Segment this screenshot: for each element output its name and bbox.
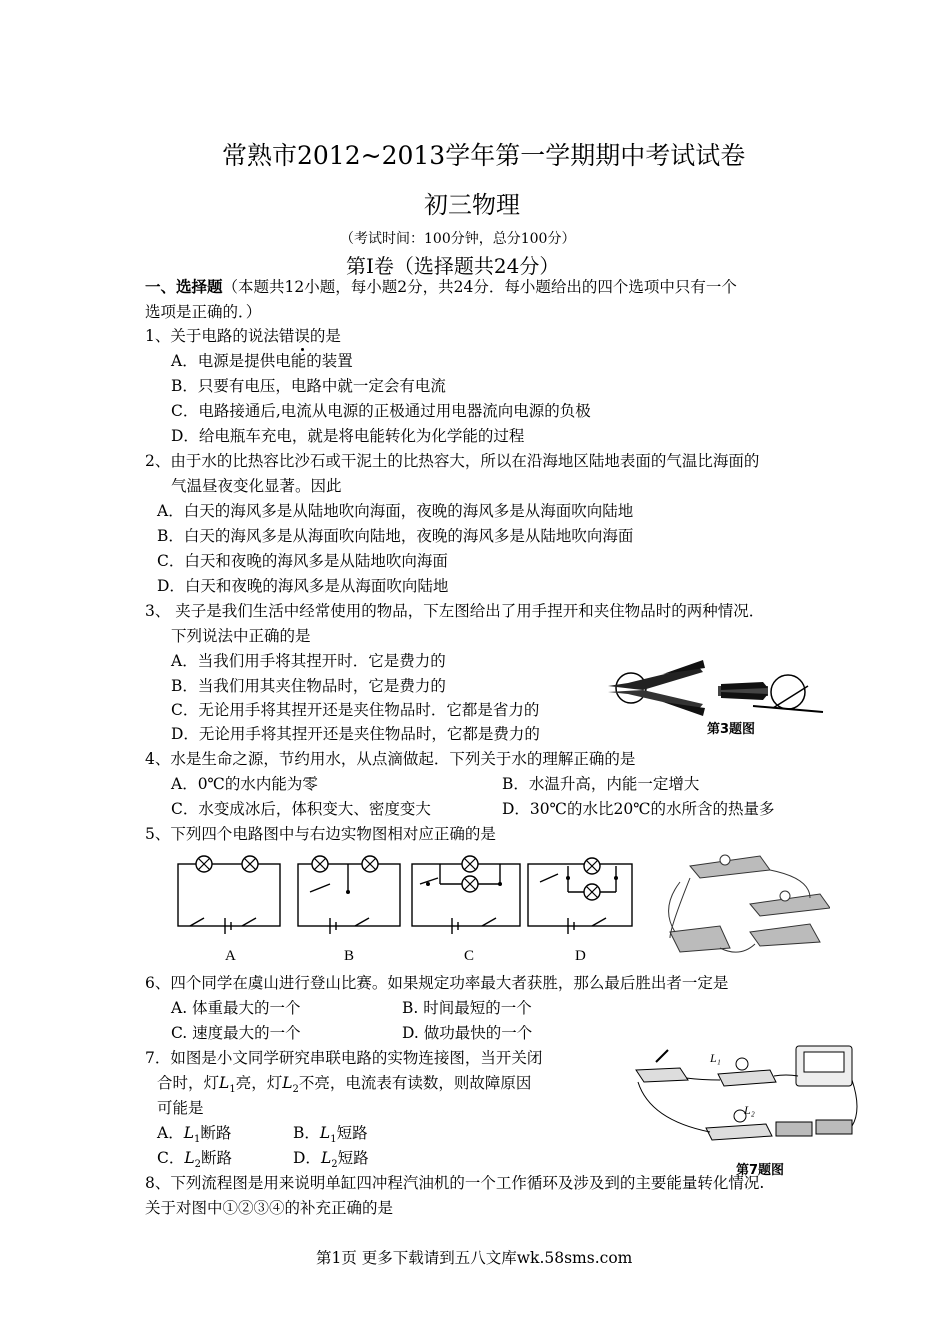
q6-option-b: B. 时间最短的一个 bbox=[402, 999, 532, 1017]
q1-option-c: C．电路接通后,电流从电源的正极通过用电器流向电源的负极 bbox=[171, 402, 591, 420]
exam-title: 常熟市2012~2013学年第一学期期中考试试卷 bbox=[222, 141, 746, 170]
q5-circuit-figure bbox=[170, 848, 830, 966]
q6-option-d: D. 做功最快的一个 bbox=[402, 1024, 533, 1042]
q2-option-d: D．白天和夜晚的海风多是从海面吹向陆地 bbox=[157, 577, 449, 595]
q7-stem-line2: 合时，灯$L_1$亮，灯$L_2$不亮，电流表有读数，则故障原因 bbox=[157, 1074, 532, 1096]
q8-stem: 8、下列流程图是用来说明单缸四冲程汽油机的一个工作循环及涉及到的主要能量转化情况. bbox=[145, 1174, 765, 1192]
battery-2 bbox=[816, 1120, 852, 1134]
circuit-diagram-c bbox=[412, 864, 520, 934]
q6-option-a: A. 体重最大的一个 bbox=[171, 999, 301, 1017]
q5-real-circuit-photo bbox=[669, 855, 830, 952]
section-intro: 一、选择题（本题共12小题，每小题2分，共24分．每小题给出的四个选项中只有一个 bbox=[145, 277, 737, 296]
exam-subject: 初三物理 bbox=[424, 191, 520, 219]
q2-option-b: B．白天的海风多是从海面吹向陆地，夜晚的海风多是从陆地吹向海面 bbox=[157, 527, 634, 545]
circuit-label-d: D bbox=[575, 948, 586, 964]
figure-label-l2: L₂ bbox=[744, 1103, 755, 1117]
q7-stem: 7．如图是小文同学研究串联电路的实物连接图，当开关闭 bbox=[145, 1049, 543, 1067]
q2-option-c: C．白天和夜晚的海风多是从陆地吹向海面 bbox=[157, 552, 448, 570]
q7-option-c: C．$L_2$断路 bbox=[157, 1149, 233, 1171]
q7-option-d: D．$L_2$短路 bbox=[293, 1149, 369, 1171]
q7-series-circuit-figure bbox=[630, 1040, 860, 1180]
q2-option-a: A．白天的海风多是从陆地吹向海面，夜晚的海风多是从海面吹向陆地 bbox=[157, 502, 634, 520]
q1-option-d: D．给电瓶车充电，就是将电能转化为化学能的过程 bbox=[171, 427, 525, 445]
q2-stem-line2: 气温昼夜变化显著。因此 bbox=[171, 477, 342, 495]
emphasis-dot-char: 误 bbox=[294, 327, 310, 345]
circuit-diagram-d bbox=[528, 864, 632, 934]
q4-option-b: B．水温升高，内能一定增大 bbox=[502, 775, 700, 793]
switch-board bbox=[636, 1068, 688, 1082]
battery-1 bbox=[776, 1122, 812, 1136]
q3-option-a: A．当我们用手将其捏开时．它是费力的 bbox=[171, 652, 446, 670]
q1-option-a: A．电源是提供电能的装置 bbox=[171, 352, 353, 370]
circuit-diagram-b bbox=[298, 864, 400, 934]
q4-stem: 4、水是生命之源，节约用水，从点滴做起．下列关于水的理解正确的是 bbox=[145, 750, 636, 768]
q6-stem: 6、四个同学在虞山进行登山比赛。如果规定功率最大者获胜，那么最后胜出者一定是 bbox=[145, 974, 729, 992]
q3-option-b: B．当我们用其夹住物品时，它是费力的 bbox=[171, 677, 446, 695]
q3-option-d: D．无论用手将其捏开还是夹住物品时，它都是费力的 bbox=[171, 725, 540, 743]
circuit-diagram-a bbox=[178, 864, 280, 934]
q3-figure-caption: 第3题图 bbox=[707, 722, 756, 737]
clip-open-by-hand-illustration bbox=[608, 660, 705, 716]
q5-stem: 5、下列四个电路图中与右边实物图相对应正确的是 bbox=[145, 825, 496, 843]
q2-stem: 2、由于水的比热容比沙石或干泥土的比热容大，所以在沿海地区陆地表面的气温比海面的 bbox=[145, 452, 760, 470]
figure-label-l1: L₁ bbox=[710, 1051, 721, 1065]
q7-option-b: B．$L_1$短路 bbox=[293, 1124, 368, 1146]
q8-stem-line2: 关于对图中①②③④的补充正确的是 bbox=[145, 1199, 394, 1217]
q3-clip-figure bbox=[603, 646, 828, 738]
lamp-l2-board bbox=[706, 1124, 772, 1140]
section-heading: 一、选择题 bbox=[145, 277, 223, 296]
q1-stem: 1、关于电路的说法错误的是 bbox=[145, 327, 341, 345]
volume-heading: 第Ⅰ卷（选择题共24分） bbox=[346, 254, 560, 278]
lamp-l1-board bbox=[718, 1070, 776, 1086]
q3-stem-line2: 下列说法中正确的是 bbox=[171, 627, 311, 645]
circuit-label-a: A bbox=[225, 948, 236, 964]
section-intro-line2: 选项是正确的．） bbox=[145, 303, 262, 321]
clip-holding-object-illustration bbox=[718, 675, 823, 712]
q6-option-c: C. 速度最大的一个 bbox=[171, 1024, 301, 1042]
q4-option-a: A．0℃的水内能为零 bbox=[171, 775, 318, 793]
q4-option-c: C．水变成冰后，体积变大、密度变大 bbox=[171, 800, 431, 818]
q1-option-b: B．只要有电压，电路中就一定会有电流 bbox=[171, 377, 446, 395]
q3-option-c: C．无论用手将其捏开还是夹住物品时．它都是省力的 bbox=[171, 701, 540, 719]
q4-option-d: D．30℃的水比20℃的水所含的热量多 bbox=[502, 800, 775, 818]
q7-option-a: A．$L_1$断路 bbox=[157, 1124, 232, 1146]
circuit-label-b: B bbox=[344, 948, 355, 964]
q7-figure-caption: 第7题图 bbox=[736, 1163, 785, 1178]
exam-info: （考试时间：100分钟，总分100分） bbox=[340, 231, 576, 247]
page-footer: 第1页 更多下载请到五八文库wk.58sms.com bbox=[316, 1249, 633, 1267]
q3-stem: 3、 夹子是我们生活中经常使用的物品，下左图给出了用手捏开和夹住物品时的两种情况． bbox=[145, 602, 765, 620]
circuit-label-c: C bbox=[464, 948, 475, 964]
q7-stem-line3: 可能是 bbox=[157, 1099, 204, 1117]
